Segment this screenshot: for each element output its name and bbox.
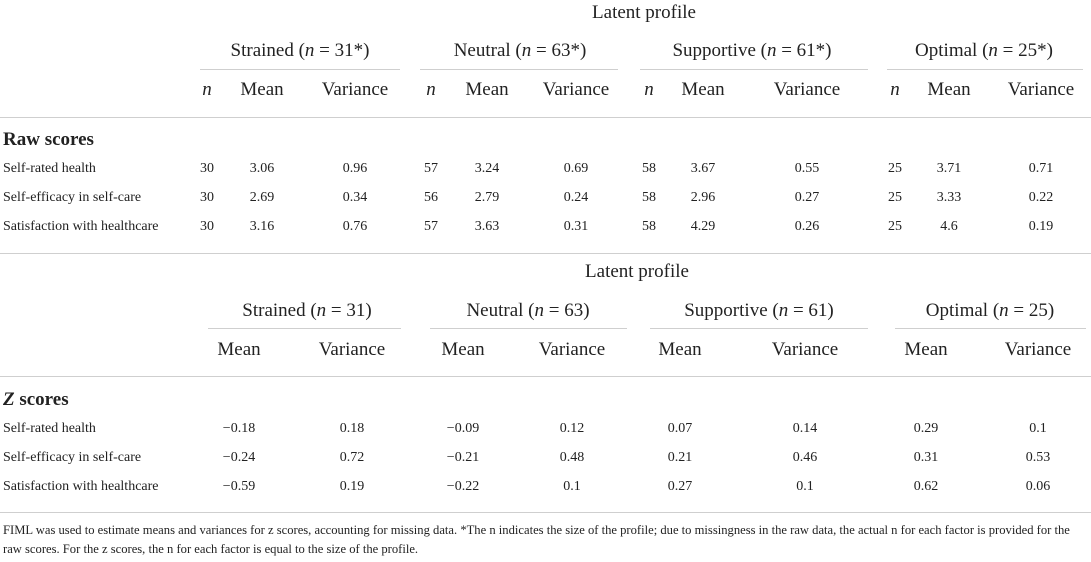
raw-col-n: n: [890, 79, 900, 100]
raw-col-n: n: [202, 79, 212, 100]
raw-col-mean: Mean: [240, 79, 284, 100]
raw-group-rule-optimal: [887, 69, 1083, 70]
raw-group-neutral: Neutral (n = 63*): [453, 40, 587, 61]
raw-group-rule-strained: [200, 69, 400, 70]
z-cell: 0.31: [913, 450, 939, 465]
z-group-rule-optimal: [895, 328, 1086, 329]
z-cell: 0.46: [792, 450, 818, 465]
raw-cell: 30: [200, 219, 214, 234]
z-cell: 0.62: [913, 479, 939, 494]
raw-cell: 3.33: [936, 190, 962, 205]
raw-cell: 25: [888, 161, 902, 176]
raw-col-variance: Variance: [773, 79, 841, 100]
raw-cell: 0.76: [342, 219, 368, 234]
z-col-variance: Variance: [771, 339, 839, 360]
z-cell: 0.53: [1025, 450, 1051, 465]
raw-cell: 3.67: [690, 161, 716, 176]
z-cell: 0.27: [667, 479, 693, 494]
z-header-rule: [0, 376, 1091, 377]
z-cell: 0.06: [1025, 479, 1051, 494]
raw-cell: 0.27: [794, 190, 820, 205]
z-cell: −0.59: [222, 479, 256, 494]
raw-group-rule-neutral: [420, 69, 618, 70]
z-cell: −0.09: [446, 421, 480, 436]
raw-header-rule: [0, 117, 1091, 118]
z-group-rule-neutral: [430, 328, 627, 329]
raw-cell: 56: [424, 190, 438, 205]
z-row-label: Satisfaction with healthcare: [3, 479, 159, 494]
z-cell: −0.21: [446, 450, 480, 465]
z-col-mean: Mean: [658, 339, 702, 360]
z-cell: 0.21: [667, 450, 693, 465]
raw-cell: 3.24: [474, 161, 500, 176]
raw-cell: 0.19: [1028, 219, 1054, 234]
z-col-mean: Mean: [441, 339, 485, 360]
z-cell: 0.07: [667, 421, 693, 436]
raw-cell: 4.6: [940, 219, 958, 234]
raw-group-supportive: Supportive (n = 61*): [672, 40, 832, 61]
z-cell: 0.12: [559, 421, 585, 436]
raw-cell: 0.26: [794, 219, 820, 234]
z-group-strained: Strained (n = 31): [242, 300, 372, 321]
raw-col-n: n: [644, 79, 654, 100]
table-footnote: FIML was used to estimate means and variances for z scores, accounting for missing data. *The n indicates the size of the profile; due to missingness in the raw data, the actual n for each factor is provided for the raw scores. For the z scores, the n for each factor is equal to the size of the profile.: [3, 523, 1070, 556]
raw-cell: 58: [642, 190, 656, 205]
z-cell: 0.72: [339, 450, 365, 465]
raw-col-variance: Variance: [1007, 79, 1075, 100]
raw-cell: 57: [424, 219, 438, 234]
z-cell: 0.48: [559, 450, 585, 465]
z-cell: 0.14: [792, 421, 818, 436]
raw-cell: 30: [200, 190, 214, 205]
raw-cell: 0.71: [1028, 161, 1054, 176]
raw-cell: 2.69: [249, 190, 275, 205]
z-col-variance: Variance: [538, 339, 606, 360]
raw-col-mean: Mean: [465, 79, 509, 100]
raw-cell: 25: [888, 190, 902, 205]
raw-row-label: Self-efficacy in self-care: [3, 190, 142, 205]
raw-group-rule-supportive: [640, 69, 868, 70]
z-latent-profile-title: Latent profile: [585, 261, 689, 282]
raw-cell: 2.79: [474, 190, 500, 205]
raw-cell: 0.96: [342, 161, 368, 176]
raw-latent-profile-title: Latent profile: [592, 2, 696, 23]
raw-col-variance: Variance: [542, 79, 610, 100]
raw-cell: 0.55: [794, 161, 820, 176]
z-section-title: Z scores: [3, 389, 69, 410]
raw-row-label: Satisfaction with healthcare: [3, 219, 159, 234]
z-cell: 0.29: [913, 421, 939, 436]
z-row-label: Self-rated health: [3, 421, 96, 436]
raw-cell: 3.16: [249, 219, 275, 234]
z-cell: 0.1: [796, 479, 814, 494]
raw-cell: 30: [200, 161, 214, 176]
z-col-mean: Mean: [217, 339, 261, 360]
z-cell: 0.18: [339, 421, 365, 436]
table-bottom-rule: [0, 512, 1091, 513]
raw-section-title: Raw scores: [3, 129, 94, 150]
raw-cell: 4.29: [690, 219, 716, 234]
z-group-supportive: Supportive (n = 61): [684, 300, 834, 321]
raw-row-label: Self-rated health: [3, 161, 96, 176]
raw-cell: 58: [642, 161, 656, 176]
panel-divider-rule: [0, 253, 1091, 254]
z-cell: 0.1: [1029, 421, 1047, 436]
raw-cell: 3.06: [249, 161, 275, 176]
raw-cell: 0.22: [1028, 190, 1054, 205]
z-group-rule-strained: [208, 328, 401, 329]
raw-col-n: n: [426, 79, 436, 100]
raw-col-variance: Variance: [321, 79, 389, 100]
raw-cell: 58: [642, 219, 656, 234]
raw-cell: 0.34: [342, 190, 368, 205]
raw-cell: 2.96: [690, 190, 716, 205]
z-cell: −0.24: [222, 450, 256, 465]
z-row-label: Self-efficacy in self-care: [3, 450, 142, 465]
raw-col-mean: Mean: [681, 79, 725, 100]
z-cell: −0.18: [222, 421, 256, 436]
z-cell: 0.19: [339, 479, 365, 494]
raw-cell: 25: [888, 219, 902, 234]
z-col-variance: Variance: [1004, 339, 1072, 360]
z-group-optimal: Optimal (n = 25): [925, 300, 1055, 321]
raw-cell: 0.24: [563, 190, 589, 205]
z-cell: 0.1: [563, 479, 581, 494]
z-col-mean: Mean: [904, 339, 948, 360]
raw-group-optimal: Optimal (n = 25*): [915, 40, 1053, 61]
z-group-neutral: Neutral (n = 63): [466, 300, 590, 321]
raw-cell: 3.71: [936, 161, 962, 176]
z-col-variance: Variance: [318, 339, 386, 360]
raw-col-mean: Mean: [927, 79, 971, 100]
z-group-rule-supportive: [650, 328, 868, 329]
raw-cell: 57: [424, 161, 438, 176]
raw-cell: 0.69: [563, 161, 589, 176]
raw-cell: 0.31: [563, 219, 589, 234]
raw-group-strained: Strained (n = 31*): [230, 40, 370, 61]
raw-cell: 3.63: [474, 219, 500, 234]
z-cell: −0.22: [446, 479, 480, 494]
